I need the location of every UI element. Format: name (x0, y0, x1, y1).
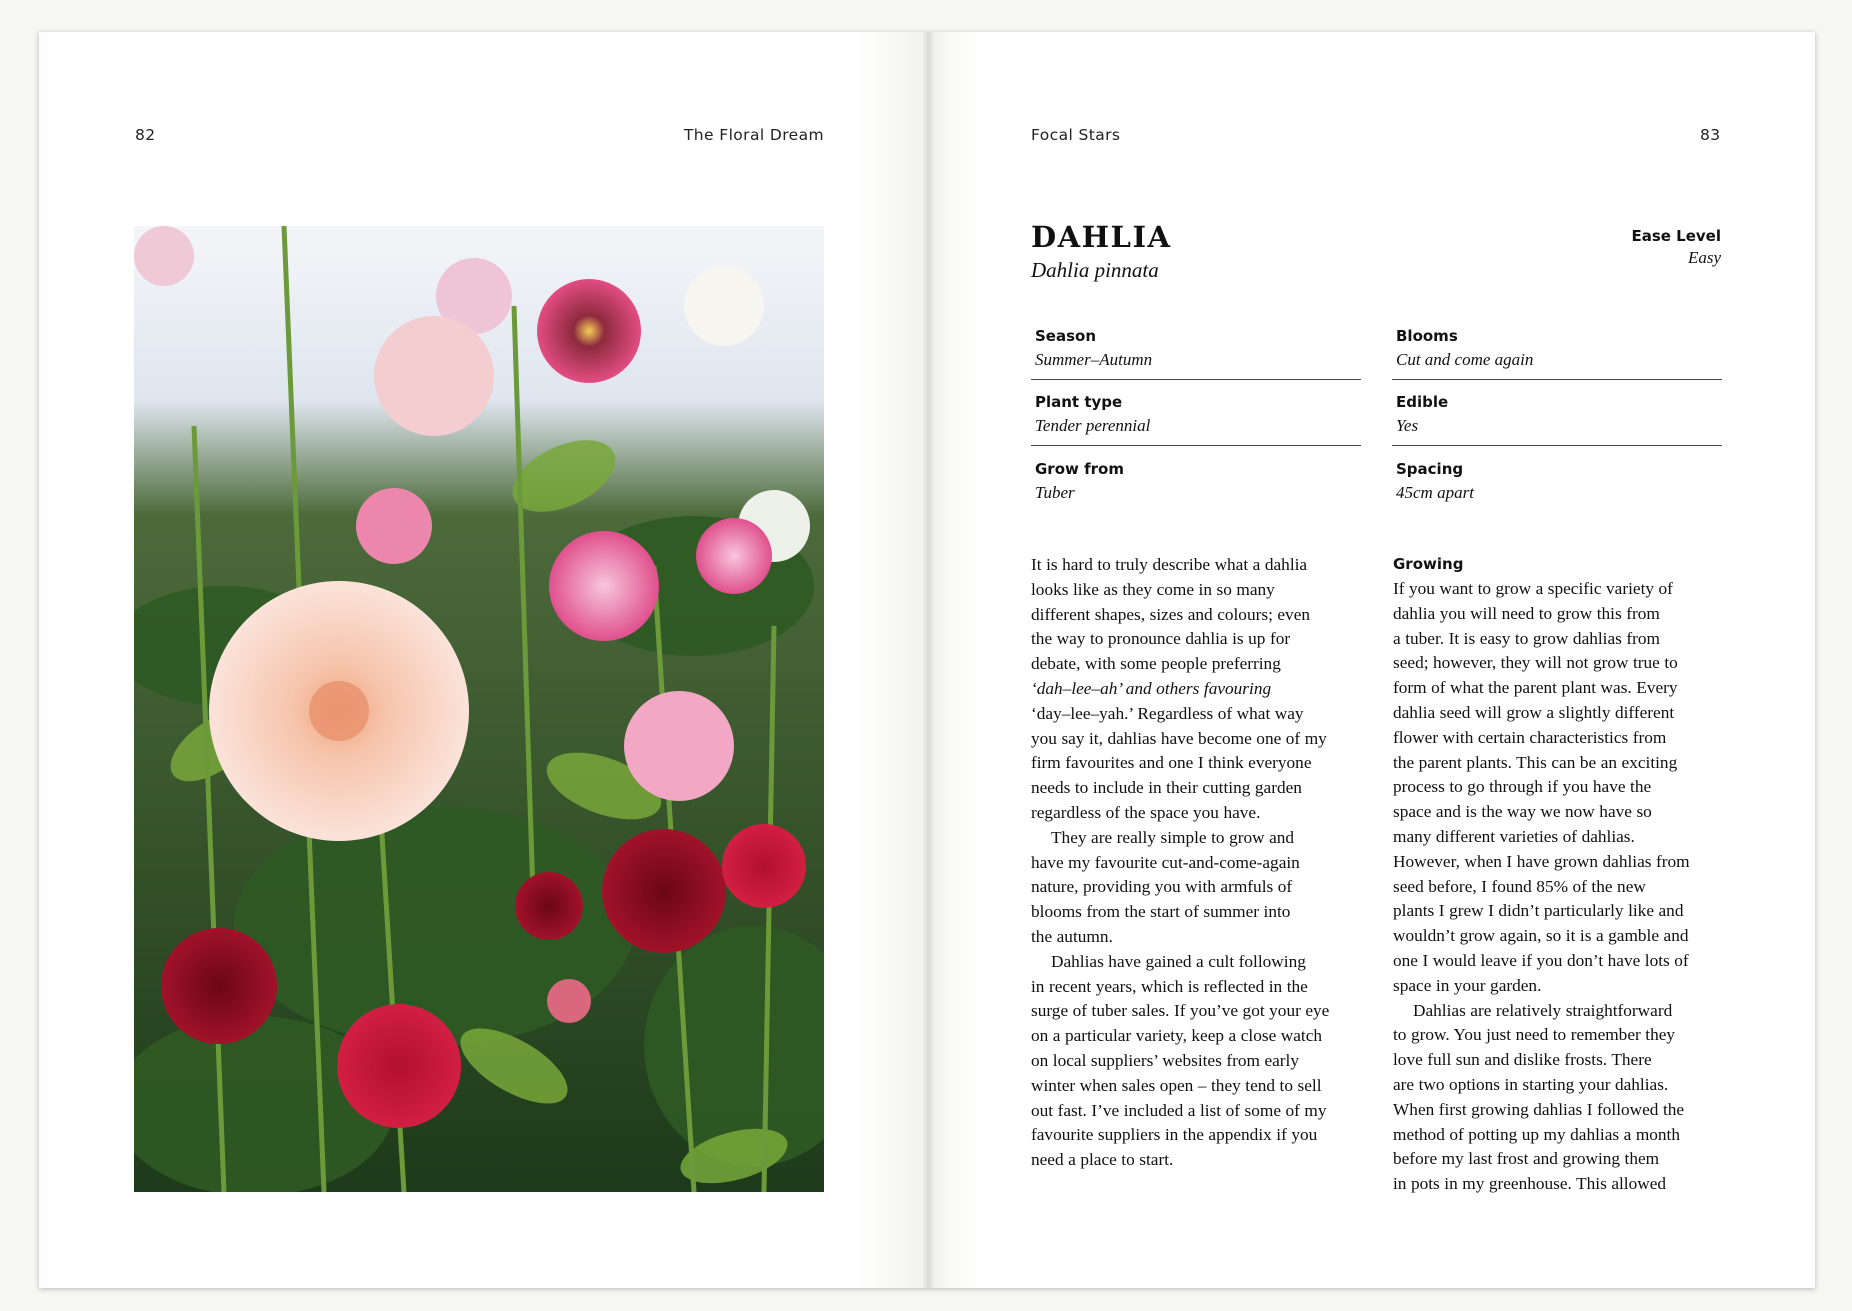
body-line: one I would leave if you don’t have lots of (1393, 950, 1689, 970)
body-line: process to go through if you have the (1393, 777, 1652, 797)
fact-value: 45cm apart (1396, 483, 1474, 502)
body-line: surge of tuber sales. If you’ve got your eye (1031, 1001, 1330, 1021)
body-line: on local suppliers’ websites from early (1031, 1050, 1299, 1070)
latin-name: Dahlia pinnata (1031, 258, 1159, 282)
body-line: on a particular variety, keep a close watch (1031, 1026, 1323, 1046)
page-title: DAHLIA (1031, 220, 1172, 254)
body-line: ‘day–lee–yah.’ Regardless of what way (1031, 703, 1304, 723)
growing-text-column (1393, 553, 1733, 1197)
body-line: the parent plants. This can be an exciting (1393, 752, 1678, 772)
fact-value: Tender perennial (1035, 416, 1151, 435)
body-line: wouldn’t grow again, so it is a gamble and (1393, 926, 1689, 946)
fact-value: Cut and come again (1396, 350, 1534, 369)
body-line: dahlia you will need to grow this from (1393, 603, 1660, 623)
fact-plant-type (1031, 389, 1361, 446)
fact-label: Plant type (1035, 393, 1123, 411)
body-line: in pots in my greenhouse. This allowed (1393, 1174, 1667, 1194)
fact-value: Tuber (1035, 483, 1075, 502)
fact-edible (1392, 389, 1722, 446)
body-line: favourite suppliers in the appendix if you (1031, 1125, 1318, 1145)
body-line: a tuber. It is easy to grow dahlias from (1393, 628, 1660, 648)
fact-label: Edible (1396, 393, 1449, 411)
body-line: before my last frost and growing them (1393, 1149, 1660, 1169)
body-line: the way to pronounce dahlia is up for (1031, 629, 1291, 649)
fact-value: Summer–Autumn (1035, 350, 1153, 369)
fact-blooms (1392, 323, 1722, 380)
ease-level-label: Ease Level (1631, 227, 1721, 245)
fact-season (1031, 323, 1361, 380)
body-line: to grow. You just need to remember they (1393, 1025, 1676, 1045)
plant-facts-table (1031, 323, 1731, 523)
body-line: method of potting up my dahlias a month (1393, 1124, 1680, 1144)
body-line: space in your garden. (1393, 975, 1542, 995)
fact-value: Yes (1396, 416, 1419, 435)
body-line: the autumn. (1031, 926, 1113, 946)
body-line: They are really simple to grow and (1051, 827, 1295, 847)
running-head-right: Focal Stars (1031, 126, 1121, 144)
dahlia-garden-photo (134, 226, 824, 1192)
body-line: have my favourite cut-and-come-again (1031, 852, 1300, 872)
body-line: in recent years, which is reflected in the (1031, 976, 1308, 996)
body-line: seed; however, they will not grow true to (1393, 653, 1678, 673)
fact-label: Spacing (1396, 460, 1464, 478)
body-line: seed before, I found 85% of the new (1393, 876, 1646, 896)
body-line: needs to include in their cutting garden (1031, 778, 1302, 798)
left-page (39, 32, 927, 1288)
ease-level-value: Easy (1687, 248, 1721, 267)
body-line: Dahlias are relatively straightforward (1413, 1000, 1673, 1020)
body-line: form of what the parent plant was. Every (1393, 678, 1678, 698)
body-line: winter when sales open – they tend to sell (1031, 1075, 1322, 1095)
body-line: are two options in starting your dahlias. (1393, 1074, 1669, 1094)
growing-heading: Growing (1393, 555, 1464, 573)
body-line: out fast. I’ve included a list of some of my (1031, 1100, 1327, 1120)
page-number-right: 83 (1700, 126, 1721, 144)
fact-spacing (1392, 456, 1722, 512)
fact-label: Blooms (1396, 327, 1458, 345)
body-line: need a place to start. (1031, 1150, 1174, 1170)
body-line: blooms from the start of summer into (1031, 902, 1291, 922)
body-line: different shapes, sizes and colours; even (1031, 604, 1311, 624)
body-line: ‘dah–lee–ah’ and others favouring (1031, 678, 1272, 698)
book-gutter (923, 32, 933, 1288)
page-number-left: 82 (135, 126, 156, 144)
body-line: plants I grew I didn’t particularly like and (1393, 901, 1684, 921)
body-line: debate, with some people preferring (1031, 654, 1281, 674)
body-line: When first growing dahlias I followed the (1393, 1099, 1685, 1119)
fact-label: Season (1035, 327, 1097, 345)
body-line: looks like as they come in so many (1031, 579, 1275, 599)
intro-text-column (1031, 553, 1371, 1173)
body-line: flower with certain characteristics from (1393, 727, 1667, 747)
body-line: love full sun and dislike frosts. There (1393, 1050, 1652, 1070)
body-line: firm favourites and one I think everyone (1031, 753, 1312, 773)
body-line: Dahlias have gained a cult following (1051, 951, 1306, 971)
running-head-left: The Floral Dream (683, 126, 824, 144)
fact-label: Grow from (1035, 460, 1124, 478)
body-line: space and is the way we now have so (1393, 802, 1652, 822)
body-line: dahlia seed will grow a slightly different (1393, 702, 1675, 722)
fact-grow-from (1031, 456, 1361, 512)
body-line: you say it, dahlias have become one of my (1031, 728, 1327, 748)
body-line: However, when I have grown dahlias from (1393, 851, 1690, 871)
body-line: It is hard to truly describe what a dahlia (1031, 555, 1308, 574)
body-line: many different varieties of dahlias. (1393, 826, 1635, 846)
body-line: If you want to grow a specific variety of (1393, 579, 1673, 598)
body-line: regardless of the space you have. (1031, 802, 1261, 822)
body-line: nature, providing you with armfuls of (1031, 877, 1293, 897)
